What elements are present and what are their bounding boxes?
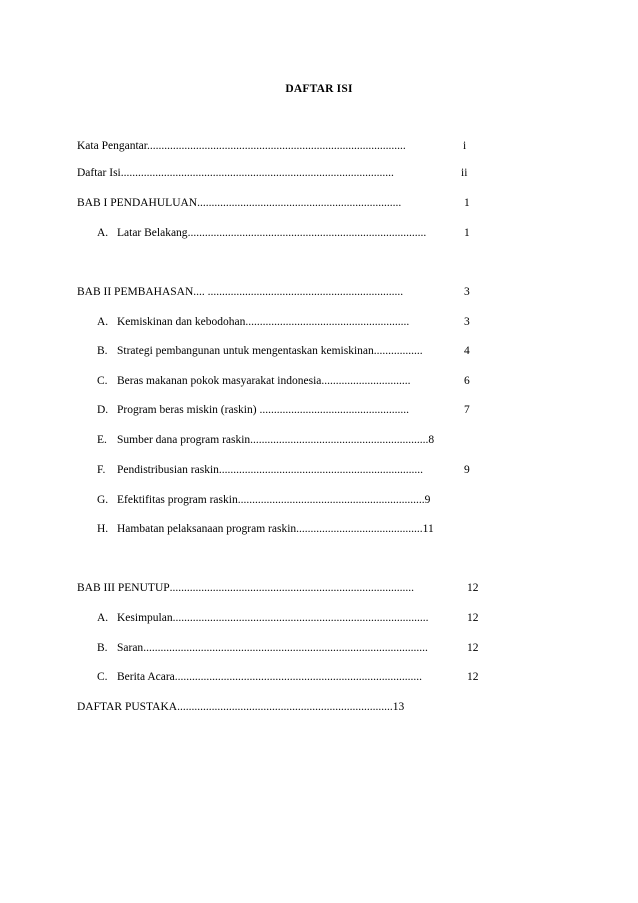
toc-entry-kesimpulan <box>97 611 482 626</box>
toc-entry-pendistribusian <box>97 463 477 478</box>
toc-leader: ................................................................................................... <box>143 642 428 654</box>
toc-page-number: 9 <box>424 494 431 506</box>
toc-entry-daftar-isi <box>77 166 477 181</box>
toc-entry-text: Kata Pengantar <box>77 140 147 152</box>
toc-leader: .......................................................................................... <box>146 140 406 152</box>
toc-entry-text: Saran <box>117 642 144 654</box>
toc-page-number: 3 <box>464 316 470 328</box>
toc-entry-letter: A. <box>97 316 109 328</box>
toc-leader: ................. <box>373 345 423 357</box>
toc-entry-letter: B. <box>97 642 108 654</box>
toc-entry-text: Program beras miskin (raskin) <box>117 404 260 416</box>
toc-entry-text: Daftar Isi <box>77 167 121 179</box>
toc-page-number: 9 <box>464 464 470 476</box>
toc-page-number: 6 <box>464 375 470 387</box>
toc-entry-bab-1 <box>77 196 477 211</box>
toc-page-number: 7 <box>464 404 470 416</box>
toc-entry-letter: B. <box>97 345 108 357</box>
toc-entry-letter: C. <box>97 375 108 387</box>
toc-entry-bab-3 <box>77 581 482 596</box>
toc-entry-efektifitas <box>97 493 477 508</box>
toc-entry-text: Efektifitas program raskin <box>117 494 238 506</box>
toc-page-number: 1 <box>464 227 470 239</box>
toc-leader: .................................................... <box>259 404 409 416</box>
toc-leader: .... .................................................................... <box>193 286 404 298</box>
toc-entry-berita-acara <box>97 670 482 685</box>
toc-entry-program-raskin <box>97 403 477 418</box>
toc-leader: ...................................................................................... <box>174 671 423 683</box>
toc-page-number: 13 <box>392 701 405 713</box>
toc-page-number: 12 <box>467 582 479 594</box>
toc-page-number: 4 <box>464 345 470 357</box>
toc-entry-letter: E. <box>97 434 107 446</box>
toc-page-number: 1 <box>464 197 470 209</box>
toc-entry-text: Kesimpulan <box>117 612 173 624</box>
toc-entry-hambatan <box>97 522 477 537</box>
toc-leader: .............................................................. <box>250 434 429 446</box>
toc-page-number: 12 <box>467 671 479 683</box>
toc-leader: ................................................................................... <box>187 227 427 239</box>
toc-leader: ....................................................................... <box>197 197 402 209</box>
toc-page-number: 3 <box>464 286 470 298</box>
toc-entry-letter: F. <box>97 464 106 476</box>
toc-entry-kemiskinan <box>97 315 477 330</box>
toc-entry-letter: A. <box>97 612 109 624</box>
toc-leader: ....................................................................... <box>218 464 424 476</box>
toc-page-number: ii <box>461 167 468 179</box>
toc-entry-latar-belakang <box>97 226 477 241</box>
toc-entry-text: BAB II PEMBAHASAN <box>77 286 194 298</box>
toc-entry-letter: D. <box>97 404 109 416</box>
toc-leader: ........................................................................... <box>177 701 393 713</box>
toc-leader: ......................................................... <box>245 316 410 328</box>
toc-leader: ............................................................................................... <box>120 167 394 179</box>
toc-leader: ..................................................................................... <box>169 582 415 594</box>
toc-entry-text: BAB I PENDAHULUAN <box>77 197 198 209</box>
toc-entry-letter: H. <box>97 523 109 535</box>
toc-page-number: 12 <box>467 612 479 624</box>
toc-entry-text: Sumber dana program raskin <box>117 434 251 446</box>
toc-entry-strategi <box>97 344 477 359</box>
toc-entry-text: Hambatan pelaksanaan program raskin <box>117 523 297 535</box>
toc-entry-daftar-pustaka <box>77 700 477 715</box>
toc-entry-text: Latar Belakang <box>117 227 188 239</box>
toc-entry-letter: A. <box>97 227 109 239</box>
toc-entry-letter: G. <box>97 494 109 506</box>
toc-entry-text: Kemiskinan dan kebodohan <box>117 316 246 328</box>
toc-page-number: 11 <box>422 523 434 535</box>
page-title: DAFTAR ISI <box>285 83 353 95</box>
toc-entry-bab-2 <box>77 285 477 300</box>
toc-page-number: 12 <box>467 642 479 654</box>
toc-entry-text: Beras makanan pokok masyarakat indonesia <box>117 375 322 387</box>
toc-entry-kata-pengantar <box>77 139 477 154</box>
toc-entry-text: BAB III PENUTUP <box>77 582 170 594</box>
toc-leader: ................................................................. <box>237 494 425 506</box>
toc-leader: ......................................................................................... <box>172 612 429 624</box>
toc-entry-beras <box>97 374 477 389</box>
toc-page-number: 8 <box>428 434 435 446</box>
toc-entry-text: Strategi pembangunan untuk mengentaskan kemiskinan <box>117 345 374 357</box>
toc-entry-sumber-dana <box>97 433 477 448</box>
toc-entry-text: Pendistribusian raskin <box>117 464 219 476</box>
toc-entry-text: DAFTAR PUSTAKA <box>77 701 178 713</box>
toc-page-number: i <box>463 140 467 152</box>
toc-leader: ............................... <box>321 375 411 387</box>
toc-entry-text: Berita Acara <box>117 671 175 683</box>
toc-entry-letter: C. <box>97 671 108 683</box>
toc-leader: ............................................ <box>296 523 423 535</box>
toc-entry-saran <box>97 641 482 656</box>
